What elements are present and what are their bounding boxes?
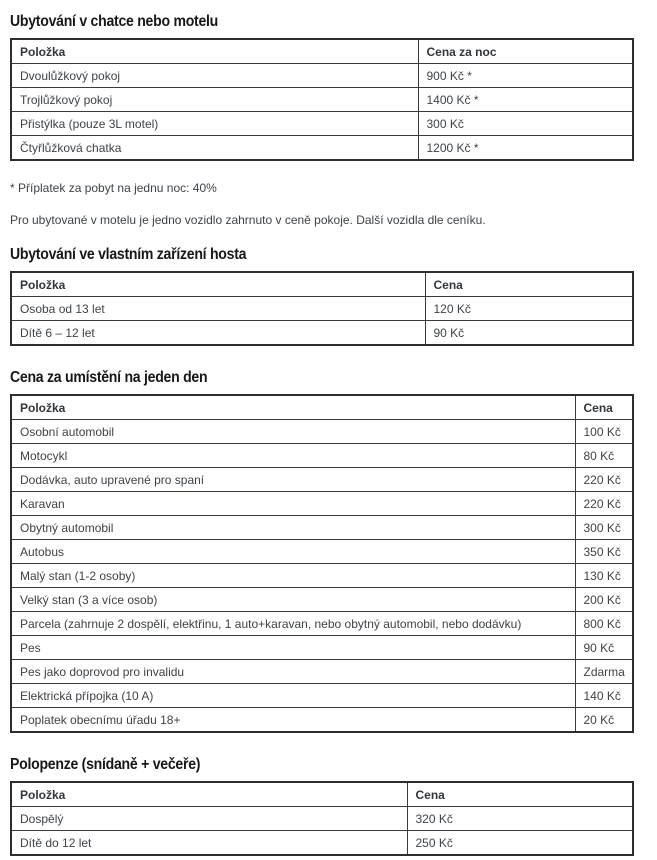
column-header-item: Položka xyxy=(11,272,425,297)
table-row xyxy=(11,492,633,516)
column-header-price: Cena xyxy=(425,272,633,297)
item-cell: Osobní automobil xyxy=(11,420,575,444)
item-cell: Dítě 6 – 12 let xyxy=(11,321,425,346)
price-cell: 1200 Kč * xyxy=(418,136,633,161)
item-cell: Obytný automobil xyxy=(11,516,575,540)
price-table-placement-per-day xyxy=(10,394,634,733)
table-row xyxy=(11,540,633,564)
column-header-price: Cena xyxy=(407,782,633,807)
item-cell: Malý stan (1-2 osoby) xyxy=(11,564,575,588)
table-row xyxy=(11,444,633,468)
table-row xyxy=(11,588,633,612)
item-cell: Elektrická přípojka (10 A) xyxy=(11,684,575,708)
section-heading-half-board: Polopenze (snídaně + večeře) xyxy=(10,756,201,773)
table-row xyxy=(11,516,633,540)
table-row xyxy=(11,564,633,588)
table-row xyxy=(11,831,633,856)
table-header-row xyxy=(11,272,633,297)
price-cell: 20 Kč xyxy=(575,708,633,733)
footnote-surcharge: * Příplatek za pobyt na jednu noc: 40% xyxy=(10,181,217,195)
price-cell: 1400 Kč * xyxy=(418,88,633,112)
table-row xyxy=(11,636,633,660)
table-row xyxy=(11,468,633,492)
section-placement-per-day xyxy=(10,370,634,733)
table-row xyxy=(11,321,633,346)
item-cell: Pes xyxy=(11,636,575,660)
section-half-board xyxy=(10,757,634,856)
item-cell: Trojlůžkový pokoj xyxy=(11,88,418,112)
item-cell: Dvoulůžkový pokoj xyxy=(11,64,418,88)
price-cell: 300 Kč xyxy=(418,112,633,136)
price-table-own-equipment xyxy=(10,271,634,346)
section-heading-cabin-motel: Ubytování v chatce nebo motelu xyxy=(10,13,219,30)
column-header-item: Položka xyxy=(11,782,407,807)
price-cell: 90 Kč xyxy=(575,636,633,660)
price-cell: 140 Kč xyxy=(575,684,633,708)
item-cell: Dítě do 12 let xyxy=(11,831,407,856)
section-own-equipment xyxy=(10,247,634,346)
price-cell: 220 Kč xyxy=(575,468,633,492)
item-cell: Osoba od 13 let xyxy=(11,297,425,321)
item-cell: Pes jako doprovod pro invalidu xyxy=(11,660,575,684)
table-row xyxy=(11,297,633,321)
price-table-cabin-motel xyxy=(10,38,634,161)
table-row xyxy=(11,420,633,444)
column-header-item: Položka xyxy=(11,39,418,64)
price-cell: 130 Kč xyxy=(575,564,633,588)
price-cell: Zdarma xyxy=(575,660,633,684)
section-cabin-motel xyxy=(10,14,634,227)
price-cell: 800 Kč xyxy=(575,612,633,636)
price-cell: 320 Kč xyxy=(407,807,633,831)
table-header-row xyxy=(11,782,633,807)
price-cell: 300 Kč xyxy=(575,516,633,540)
section-heading-own-equipment: Ubytování ve vlastním zařízení hosta xyxy=(10,246,247,263)
section-heading-placement-per-day: Cena za umístění na jeden den xyxy=(10,369,208,386)
table-row xyxy=(11,684,633,708)
price-cell: 90 Kč xyxy=(425,321,633,346)
price-cell: 350 Kč xyxy=(575,540,633,564)
item-cell: Dospělý xyxy=(11,807,407,831)
price-cell: 80 Kč xyxy=(575,444,633,468)
table-row xyxy=(11,612,633,636)
column-header-item: Položka xyxy=(11,395,575,420)
table-row xyxy=(11,660,633,684)
item-cell: Velký stan (3 a více osob) xyxy=(11,588,575,612)
table-row xyxy=(11,708,633,733)
column-header-price: Cena za noc xyxy=(418,39,633,64)
note-vehicle-included: Pro ubytované v motelu je jedno vozidlo zahrnuto v ceně pokoje. Další vozidla dle ceníku. xyxy=(10,213,486,227)
table-row xyxy=(11,88,633,112)
price-cell: 120 Kč xyxy=(425,297,633,321)
item-cell: Autobus xyxy=(11,540,575,564)
table-row xyxy=(11,136,633,161)
table-row xyxy=(11,64,633,88)
item-cell: Přistýlka (pouze 3L motel) xyxy=(11,112,418,136)
item-cell: Poplatek obecnímu úřadu 18+ xyxy=(11,708,575,733)
column-header-price: Cena xyxy=(575,395,633,420)
price-table-half-board xyxy=(10,781,634,856)
item-cell: Motocykl xyxy=(11,444,575,468)
table-row xyxy=(11,807,633,831)
item-cell: Čtyřlůžková chatka xyxy=(11,136,418,161)
table-header-row xyxy=(11,39,633,64)
table-header-row xyxy=(11,395,633,420)
price-cell: 900 Kč * xyxy=(418,64,633,88)
price-list-page xyxy=(10,14,634,856)
price-cell: 220 Kč xyxy=(575,492,633,516)
item-cell: Parcela (zahrnuje 2 dospělí, elektřinu, 1 auto+karavan, nebo obytný automobil, nebo dodávku) xyxy=(11,612,575,636)
item-cell: Dodávka, auto upravené pro spaní xyxy=(11,468,575,492)
table-row xyxy=(11,112,633,136)
item-cell: Karavan xyxy=(11,492,575,516)
price-cell: 200 Kč xyxy=(575,588,633,612)
price-cell: 250 Kč xyxy=(407,831,633,856)
price-cell: 100 Kč xyxy=(575,420,633,444)
